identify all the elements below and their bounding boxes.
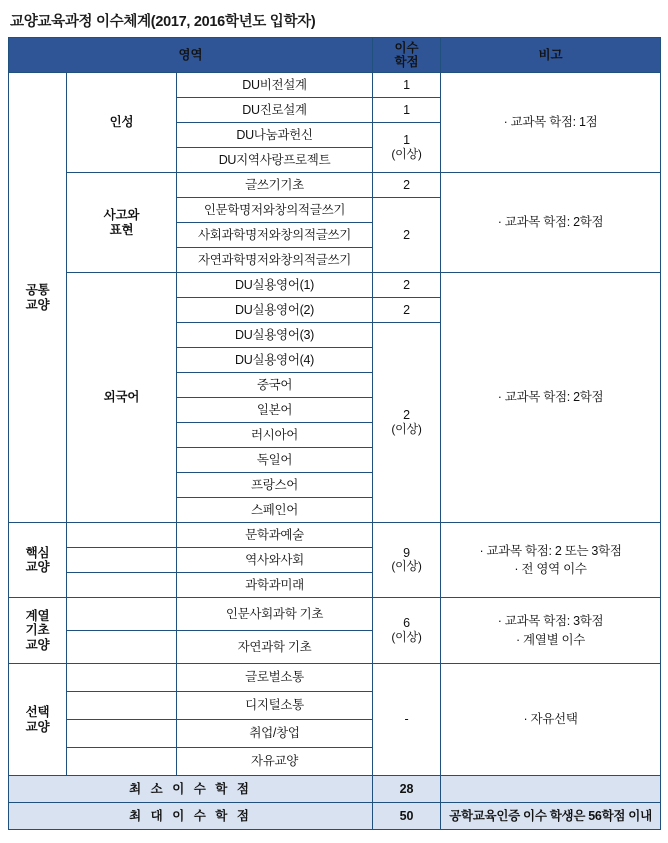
header-credit-line2: 학점 bbox=[394, 55, 419, 69]
note-foundation-line1: · 교과목 학점: 3학점 bbox=[497, 614, 604, 629]
course-name: DU실용영어(4) bbox=[177, 348, 373, 373]
group-thinking-line2: 표현 bbox=[109, 222, 134, 237]
group-core-empty bbox=[67, 573, 177, 598]
course-name: 인문학명저와창의적글쓰기 bbox=[177, 198, 373, 223]
credit-qualifier: (이상) bbox=[391, 629, 422, 644]
course-name: 자연과학명저와창의적글쓰기 bbox=[177, 248, 373, 273]
total-min-note bbox=[441, 776, 661, 803]
note-personality: · 교과목 학점: 1점 bbox=[441, 73, 661, 173]
total-row-min bbox=[9, 776, 661, 803]
note-foreign-language: · 교과목 학점: 2학점 bbox=[441, 273, 661, 523]
credit-qualifier: (이상) bbox=[391, 559, 422, 574]
note-thinking-expression: · 교과목 학점: 2학점 bbox=[441, 173, 661, 273]
course-name: 중국어 bbox=[177, 373, 373, 398]
table-row bbox=[9, 273, 661, 298]
category-elective bbox=[9, 664, 67, 776]
course-name: DU비전설계 bbox=[177, 73, 373, 98]
note-core-line2: · 전 영역 이수 bbox=[514, 562, 587, 576]
course-name: 취업/창업 bbox=[177, 720, 373, 748]
category-foundation-line1: 계열 bbox=[25, 608, 50, 623]
note-elective-line1: · 자유선택 bbox=[523, 712, 578, 727]
credit-qualifier: (이상) bbox=[391, 146, 422, 161]
credit-value: 2 bbox=[373, 298, 441, 323]
total-row-max bbox=[9, 803, 661, 830]
credit-value: 1 bbox=[373, 73, 441, 98]
course-name: 디지털소통 bbox=[177, 692, 373, 720]
total-min-credit: 28 bbox=[373, 776, 441, 803]
category-elective-line1: 선택 bbox=[25, 705, 50, 720]
note-elective bbox=[441, 664, 661, 776]
credit-number: 9 bbox=[403, 545, 410, 560]
course-name: 독일어 bbox=[177, 448, 373, 473]
header-area: 영역 bbox=[9, 38, 373, 73]
course-name: 과학과미래 bbox=[177, 573, 373, 598]
table-row bbox=[9, 173, 661, 198]
credit-value: - bbox=[373, 664, 441, 776]
group-core-empty bbox=[67, 548, 177, 573]
credit-value bbox=[373, 323, 441, 523]
total-max-credit: 50 bbox=[373, 803, 441, 830]
course-name: 프랑스어 bbox=[177, 473, 373, 498]
course-name: 일본어 bbox=[177, 398, 373, 423]
table-row bbox=[9, 664, 661, 692]
category-common-line2: 교양 bbox=[25, 297, 50, 312]
total-max-note: 공학교육인증 이수 학생은 56학점 이내 bbox=[441, 803, 661, 830]
category-foundation-line3: 교양 bbox=[25, 637, 50, 652]
course-name: 스페인어 bbox=[177, 498, 373, 523]
note-foundation-line2: · 계열별 이수 bbox=[515, 632, 586, 647]
total-max-label: 최 대 이 수 학 점 bbox=[9, 803, 373, 830]
course-name: 글로벌소통 bbox=[177, 664, 373, 692]
header-credit bbox=[373, 38, 441, 73]
course-name: DU실용영어(1) bbox=[177, 273, 373, 298]
category-core-line1: 핵심 bbox=[25, 545, 50, 560]
course-name: 글쓰기기초 bbox=[177, 173, 373, 198]
category-core bbox=[9, 523, 67, 598]
group-elective-empty bbox=[67, 692, 177, 720]
credit-value bbox=[373, 598, 441, 664]
credit-value bbox=[373, 123, 441, 173]
category-foundation bbox=[9, 598, 67, 664]
category-core-line2: 교양 bbox=[25, 560, 50, 574]
group-thinking-line1: 사고와 bbox=[103, 208, 140, 223]
page-title: 교양교육과정 이수체계(2017, 2016학년도 입학자) bbox=[10, 14, 316, 30]
course-name: 역사와사회 bbox=[177, 548, 373, 573]
group-foundation-empty bbox=[67, 631, 177, 664]
course-name: 인문사회과학 기초 bbox=[177, 598, 373, 631]
course-name: 러시아어 bbox=[177, 423, 373, 448]
category-foundation-line2: 기초 bbox=[25, 623, 50, 638]
credit-qualifier: (이상) bbox=[391, 421, 422, 436]
total-min-label: 최 소 이 수 학 점 bbox=[9, 776, 373, 803]
table-row bbox=[9, 523, 661, 548]
group-elective-empty bbox=[67, 720, 177, 748]
course-name: 문학과예술 bbox=[177, 523, 373, 548]
credit-number: 1 bbox=[403, 133, 410, 148]
course-name: DU실용영어(2) bbox=[177, 298, 373, 323]
group-elective-empty bbox=[67, 664, 177, 692]
course-name: 자유교양 bbox=[177, 748, 373, 776]
course-name: 자연과학 기초 bbox=[177, 631, 373, 664]
note-foundation bbox=[441, 598, 661, 664]
credit-value: 2 bbox=[373, 273, 441, 298]
note-core-line1: · 교과목 학점: 2 또는 3학점 bbox=[479, 543, 622, 558]
category-common bbox=[9, 73, 67, 523]
course-name: DU지역사랑프로젝트 bbox=[177, 148, 373, 173]
group-personality: 인성 bbox=[67, 73, 177, 173]
credit-number: 6 bbox=[403, 616, 410, 631]
credit-value bbox=[373, 523, 441, 598]
curriculum-table bbox=[8, 37, 661, 830]
group-core-empty bbox=[67, 523, 177, 548]
table-row bbox=[9, 73, 661, 98]
table-row bbox=[9, 598, 661, 631]
group-thinking-expression bbox=[67, 173, 177, 273]
course-name: 사회과학명저와창의적글쓰기 bbox=[177, 223, 373, 248]
category-elective-line2: 교양 bbox=[25, 719, 50, 734]
group-foreign-language: 외국어 bbox=[67, 273, 177, 523]
group-foundation-empty bbox=[67, 598, 177, 631]
table-header-row bbox=[9, 38, 661, 73]
credit-number: 2 bbox=[403, 408, 410, 423]
header-credit-line1: 이수 bbox=[394, 41, 419, 55]
group-elective-empty bbox=[67, 748, 177, 776]
header-note: 비고 bbox=[441, 38, 661, 73]
course-name: DU나눔과헌신 bbox=[177, 123, 373, 148]
credit-value: 2 bbox=[373, 198, 441, 273]
note-core bbox=[441, 523, 661, 598]
course-name: DU실용영어(3) bbox=[177, 323, 373, 348]
category-common-line1: 공통 bbox=[25, 283, 50, 298]
credit-value: 1 bbox=[373, 98, 441, 123]
course-name: DU진로설계 bbox=[177, 98, 373, 123]
credit-value: 2 bbox=[373, 173, 441, 198]
